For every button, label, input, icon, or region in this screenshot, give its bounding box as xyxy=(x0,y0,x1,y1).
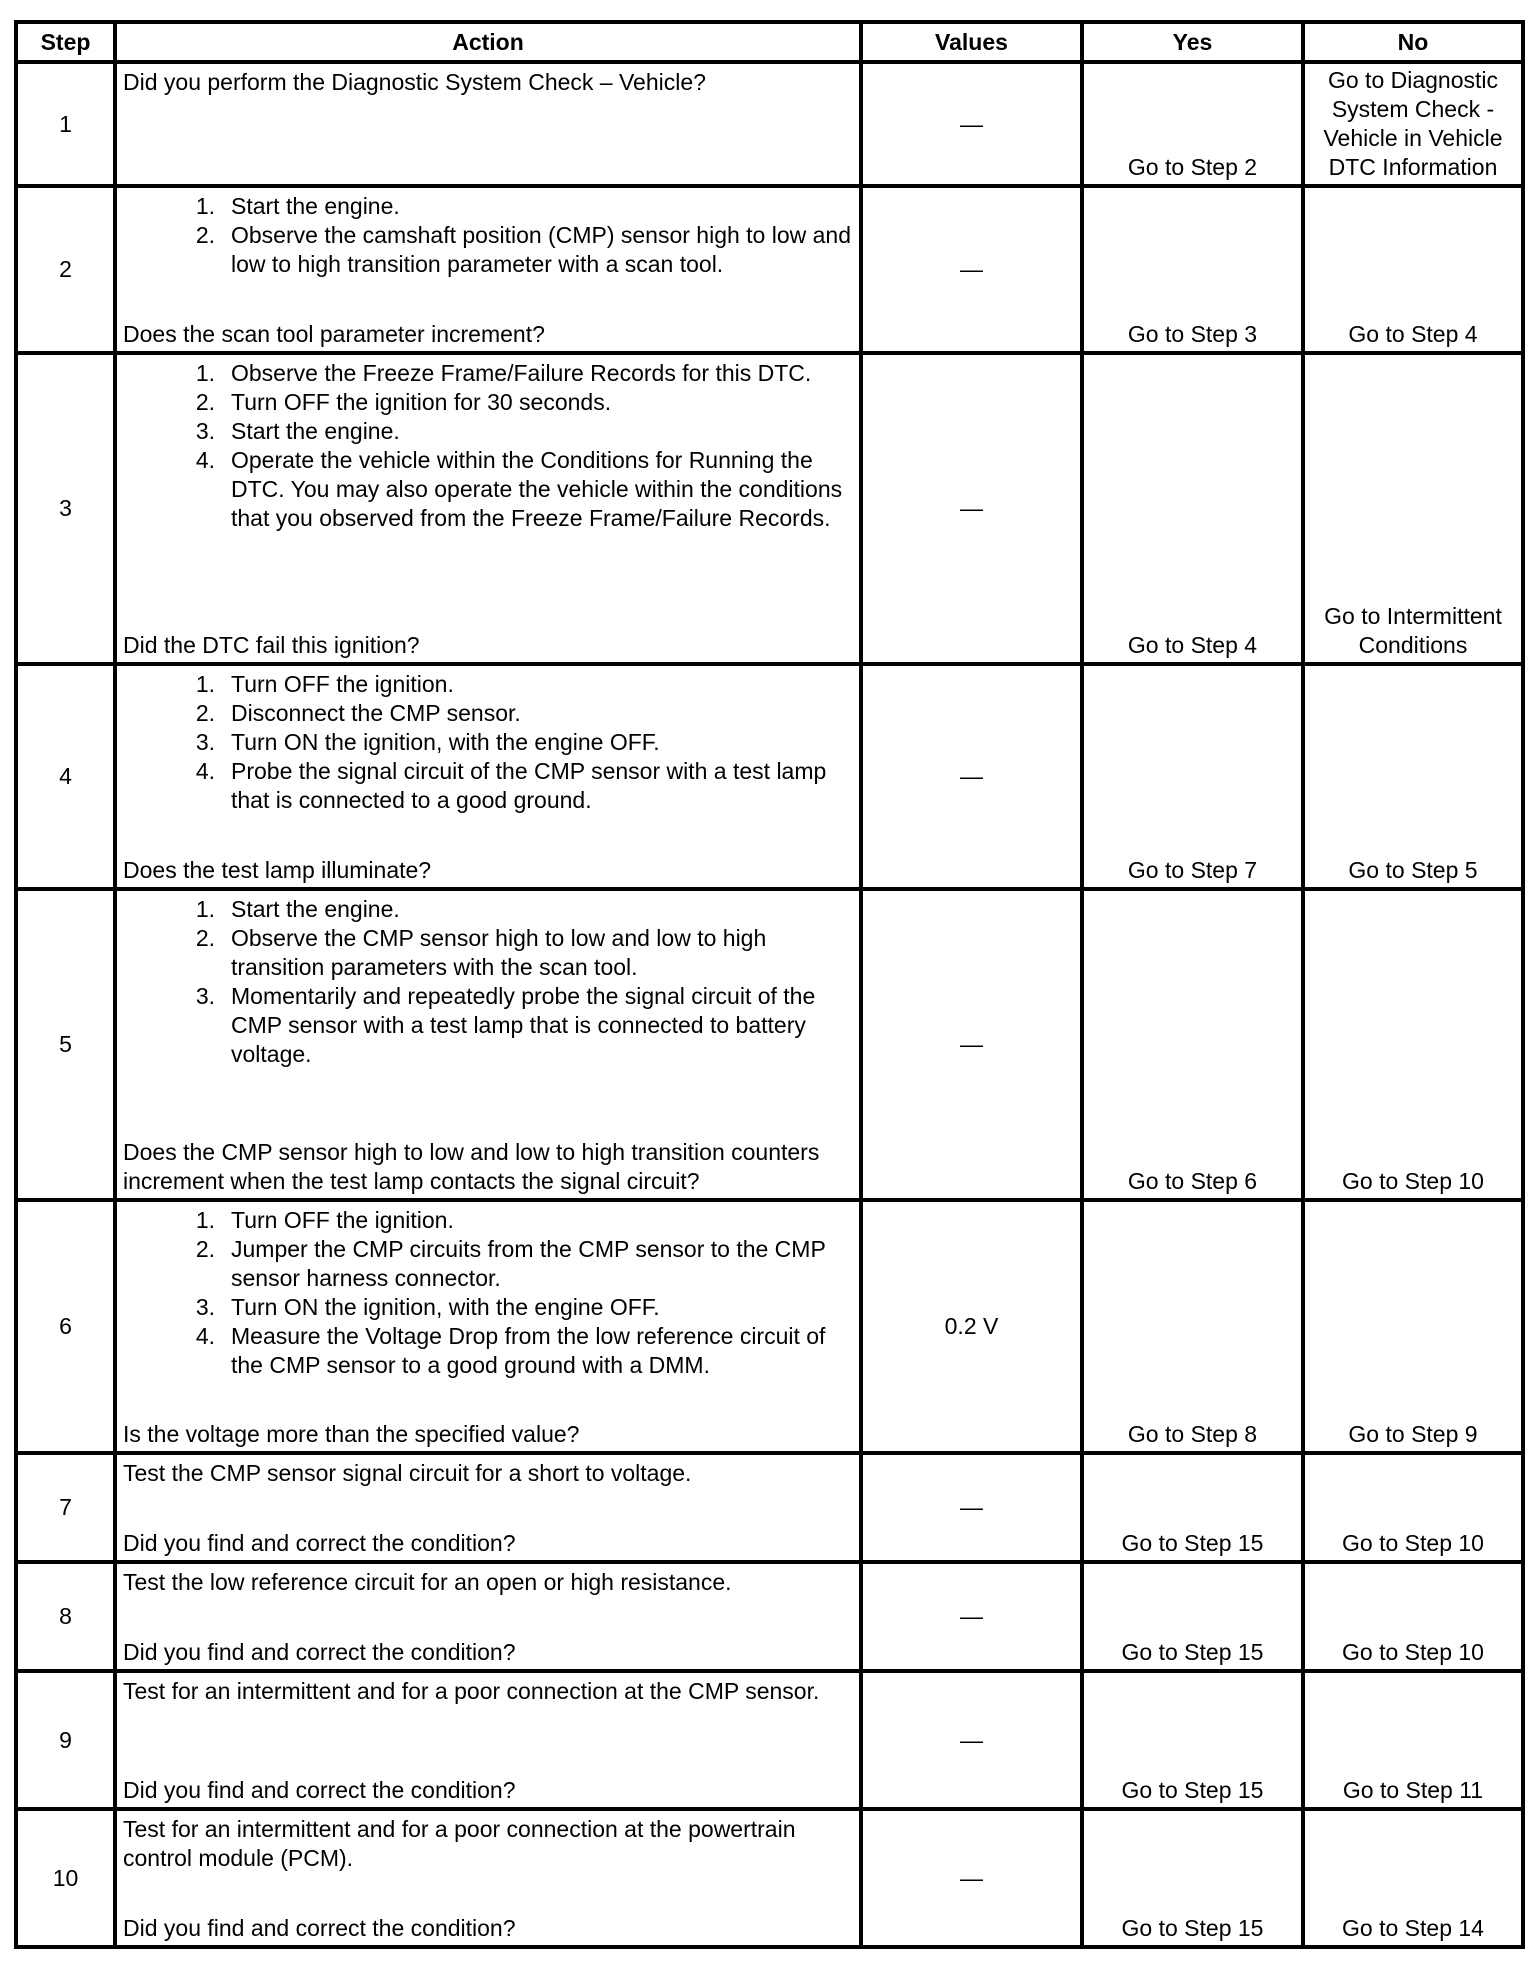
step-number: 1 xyxy=(16,62,115,186)
yes-cell: Go to Step 6 xyxy=(1082,889,1303,1200)
action-step-number: 4. xyxy=(195,447,215,473)
action-step-list xyxy=(123,192,855,279)
step-number: 5 xyxy=(16,889,115,1200)
value-cell: — xyxy=(861,1453,1082,1562)
header-values: Values xyxy=(861,22,1082,62)
action-question: Does the test lamp illuminate? xyxy=(123,857,432,883)
table-row xyxy=(16,62,1523,186)
action-step xyxy=(123,417,855,446)
value-cell: — xyxy=(861,62,1082,186)
action-cell xyxy=(115,353,861,664)
action-question: Did you find and correct the condition? xyxy=(123,1915,516,1941)
action-step xyxy=(123,728,855,757)
action-step-text: Turn OFF the ignition for 30 seconds. xyxy=(231,389,612,415)
action-step-number: 1. xyxy=(195,671,215,697)
value-cell: — xyxy=(861,664,1082,889)
yes-cell: Go to Step 15 xyxy=(1082,1562,1303,1671)
no-cell: Go to Step 4 xyxy=(1303,186,1523,353)
action-step-text: Jumper the CMP circuits from the CMP sensor to the CMP sensor harness connector. xyxy=(231,1236,826,1291)
value-cell: — xyxy=(861,1809,1082,1947)
action-step-number: 2. xyxy=(195,389,215,415)
table-row xyxy=(16,1200,1523,1453)
no-cell: Go to Step 11 xyxy=(1303,1671,1523,1809)
action-question: Did you find and correct the condition? xyxy=(123,1639,516,1665)
action-step-list xyxy=(123,1206,855,1380)
action-question: Does the scan tool parameter increment? xyxy=(123,321,545,347)
action-step-number: 3. xyxy=(195,729,215,755)
action-step-text: Turn OFF the ignition. xyxy=(231,1207,454,1233)
no-cell: Go to Step 5 xyxy=(1303,664,1523,889)
diagnostic-table xyxy=(14,20,1525,1949)
action-text: Did you perform the Diagnostic System Check – Vehicle? xyxy=(123,69,706,95)
action-step-list xyxy=(123,670,855,815)
table-row xyxy=(16,889,1523,1200)
value-cell: — xyxy=(861,186,1082,353)
action-cell xyxy=(115,664,861,889)
value-cell: — xyxy=(861,889,1082,1200)
step-number: 3 xyxy=(16,353,115,664)
action-text: Test the CMP sensor signal circuit for a short to voltage. xyxy=(123,1460,692,1486)
yes-cell: Go to Step 7 xyxy=(1082,664,1303,889)
header-step: Step xyxy=(16,22,115,62)
no-cell: Go to Step 14 xyxy=(1303,1809,1523,1947)
header-no: No xyxy=(1303,22,1523,62)
action-step-number: 1. xyxy=(195,1207,215,1233)
action-step xyxy=(123,221,855,279)
action-step-text: Observe the camshaft position (CMP) sensor high to low and low to high transition parameter with a scan tool. xyxy=(231,222,852,277)
action-step-number: 1. xyxy=(195,896,215,922)
yes-cell: Go to Step 4 xyxy=(1082,353,1303,664)
value-cell: — xyxy=(861,353,1082,664)
action-step-number: 3. xyxy=(195,1294,215,1320)
action-step-text: Momentarily and repeatedly probe the signal circuit of the CMP sensor with a test lamp that is connected to battery voltage. xyxy=(231,983,816,1067)
action-step xyxy=(123,670,855,699)
action-text: Test for an intermittent and for a poor connection at the powertrain control module (PCM). xyxy=(123,1816,796,1871)
action-step-number: 3. xyxy=(195,983,215,1009)
action-step-number: 2. xyxy=(195,222,215,248)
action-step xyxy=(123,924,855,982)
table-row xyxy=(16,1671,1523,1809)
yes-cell: Go to Step 2 xyxy=(1082,62,1303,186)
action-question: Did you find and correct the condition? xyxy=(123,1530,516,1556)
yes-cell: Go to Step 15 xyxy=(1082,1453,1303,1562)
yes-cell: Go to Step 15 xyxy=(1082,1671,1303,1809)
yes-cell: Go to Step 15 xyxy=(1082,1809,1303,1947)
action-step-number: 2. xyxy=(195,1236,215,1262)
action-step-number: 2. xyxy=(195,700,215,726)
action-step xyxy=(123,388,855,417)
action-step-number: 4. xyxy=(195,1323,215,1349)
table-row xyxy=(16,664,1523,889)
step-number: 4 xyxy=(16,664,115,889)
action-step xyxy=(123,1235,855,1293)
value-cell: — xyxy=(861,1671,1082,1809)
header-row xyxy=(16,22,1523,62)
action-step xyxy=(123,757,855,815)
no-cell: Go to Step 10 xyxy=(1303,1453,1523,1562)
action-step xyxy=(123,446,855,533)
action-step-number: 1. xyxy=(195,193,215,219)
action-step-list xyxy=(123,895,855,1069)
no-cell: Go to Intermittent Conditions xyxy=(1303,353,1523,664)
step-number: 7 xyxy=(16,1453,115,1562)
action-question: Does the CMP sensor high to low and low to high transition counters increment when the test lamp contacts the signal circuit? xyxy=(123,1139,820,1194)
action-step-number: 1. xyxy=(195,360,215,386)
action-step xyxy=(123,1322,855,1380)
value-cell: 0.2 V xyxy=(861,1200,1082,1453)
action-step xyxy=(123,192,855,221)
action-cell xyxy=(115,1453,861,1562)
action-step-number: 3. xyxy=(195,418,215,444)
no-cell: Go to Step 9 xyxy=(1303,1200,1523,1453)
action-step-text: Operate the vehicle within the Conditions for Running the DTC. You may also operate the vehicle within the conditions that you observed from the Freeze Frame/Failure Records. xyxy=(231,447,843,531)
action-cell xyxy=(115,1562,861,1671)
no-cell: Go to Diagnostic System Check - Vehicle in Vehicle DTC Information xyxy=(1303,62,1523,186)
action-step xyxy=(123,359,855,388)
action-step-text: Turn ON the ignition, with the engine OFF. xyxy=(231,1294,660,1320)
action-step-number: 2. xyxy=(195,925,215,951)
action-cell xyxy=(115,1671,861,1809)
step-number: 10 xyxy=(16,1809,115,1947)
yes-cell: Go to Step 8 xyxy=(1082,1200,1303,1453)
action-step xyxy=(123,982,855,1069)
step-number: 2 xyxy=(16,186,115,353)
no-cell: Go to Step 10 xyxy=(1303,889,1523,1200)
action-step-text: Probe the signal circuit of the CMP sensor with a test lamp that is connected to a good ground. xyxy=(231,758,827,813)
value-cell: — xyxy=(861,1562,1082,1671)
action-question: Is the voltage more than the specified value? xyxy=(123,1421,580,1447)
action-step-list xyxy=(123,359,855,533)
action-text: Test the low reference circuit for an open or high resistance. xyxy=(123,1569,732,1595)
table-row xyxy=(16,1453,1523,1562)
header-yes: Yes xyxy=(1082,22,1303,62)
action-step xyxy=(123,699,855,728)
step-number: 6 xyxy=(16,1200,115,1453)
action-step-text: Measure the Voltage Drop from the low reference circuit of the CMP sensor to a good ground with a DMM. xyxy=(231,1323,826,1378)
action-question: Did the DTC fail this ignition? xyxy=(123,632,420,658)
action-step-text: Start the engine. xyxy=(231,193,400,219)
action-question: Did you find and correct the condition? xyxy=(123,1777,516,1803)
yes-cell: Go to Step 3 xyxy=(1082,186,1303,353)
step-number: 8 xyxy=(16,1562,115,1671)
action-step-text: Start the engine. xyxy=(231,418,400,444)
step-number: 9 xyxy=(16,1671,115,1809)
action-cell xyxy=(115,1200,861,1453)
table-row xyxy=(16,1562,1523,1671)
action-cell xyxy=(115,62,861,186)
table-row xyxy=(16,353,1523,664)
action-step-text: Disconnect the CMP sensor. xyxy=(231,700,521,726)
action-step-text: Observe the CMP sensor high to low and low to high transition parameters with the scan tool. xyxy=(231,925,767,980)
action-step-text: Turn ON the ignition, with the engine OFF. xyxy=(231,729,660,755)
action-cell xyxy=(115,889,861,1200)
table-row xyxy=(16,186,1523,353)
action-step xyxy=(123,1206,855,1235)
table-row xyxy=(16,1809,1523,1947)
action-step-number: 4. xyxy=(195,758,215,784)
no-cell: Go to Step 10 xyxy=(1303,1562,1523,1671)
action-step-text: Turn OFF the ignition. xyxy=(231,671,454,697)
action-step-text: Start the engine. xyxy=(231,896,400,922)
action-text: Test for an intermittent and for a poor connection at the CMP sensor. xyxy=(123,1678,820,1704)
action-cell xyxy=(115,1809,861,1947)
action-step xyxy=(123,1293,855,1322)
action-step-text: Observe the Freeze Frame/Failure Records for this DTC. xyxy=(231,360,812,386)
header-action: Action xyxy=(115,22,861,62)
action-cell xyxy=(115,186,861,353)
action-step xyxy=(123,895,855,924)
